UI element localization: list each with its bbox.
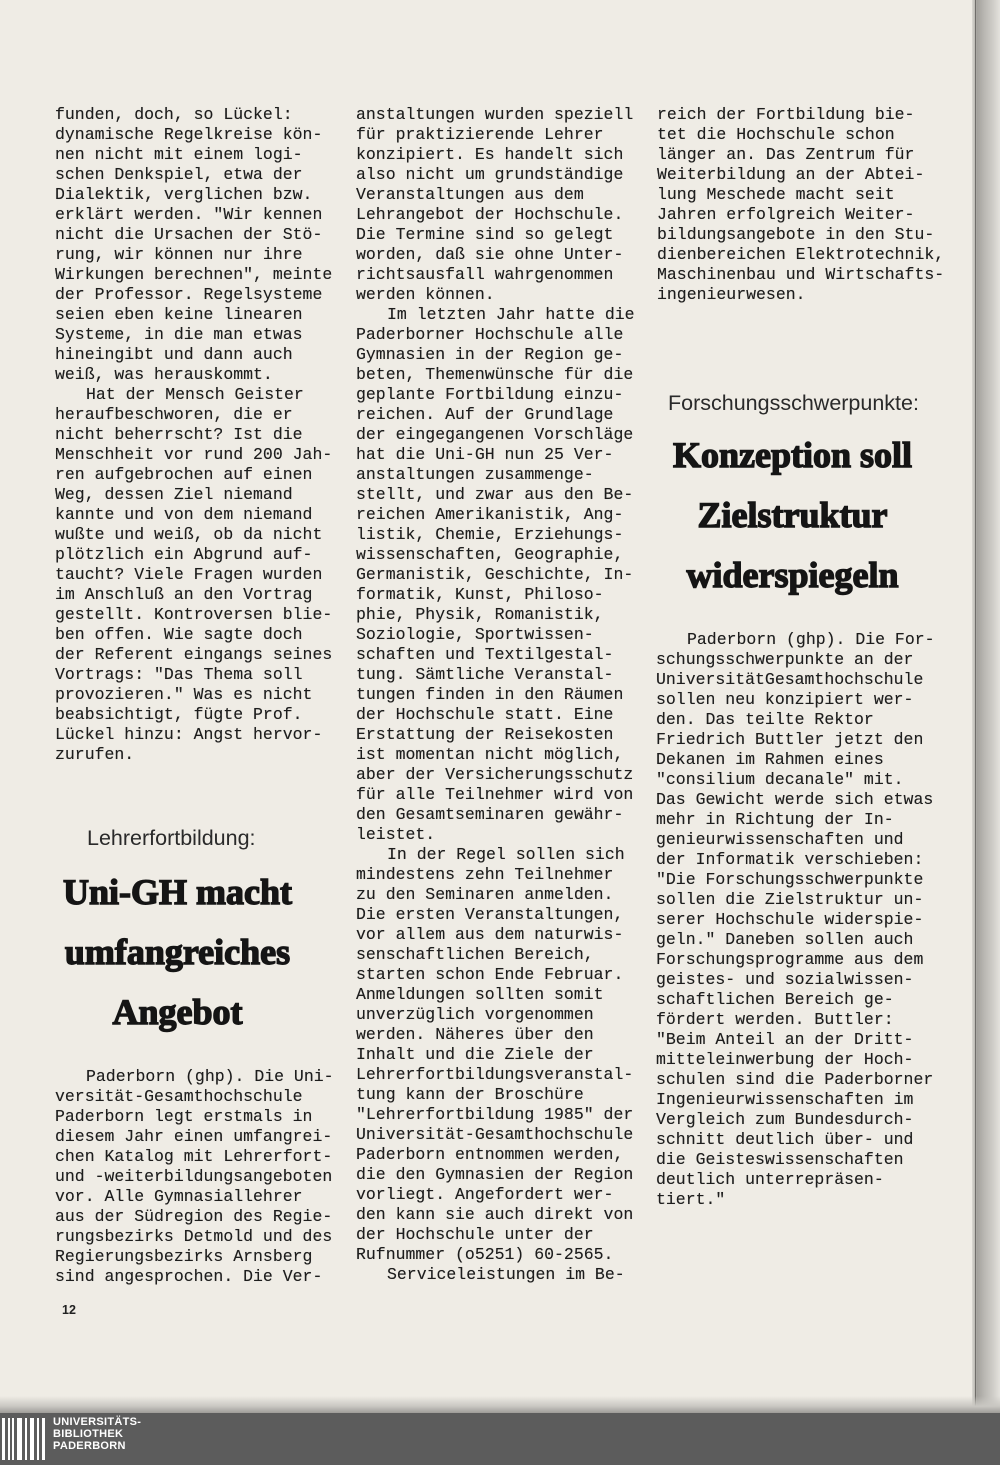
text-line: der Hochschule unter der: [356, 1225, 594, 1244]
text-line: anstaltungen wurden speziell: [356, 105, 634, 124]
text-line: chen Katalog mit Lehrerfort-: [55, 1147, 333, 1166]
text-line: nen nicht mit einem logi-: [55, 145, 303, 164]
text-line: gestellt. Kontroversen blie-: [55, 605, 333, 624]
text-line: der eingegangenen Vorschläge: [356, 425, 634, 444]
text-line: deutlich unterrepräsen-: [656, 1170, 884, 1189]
text-line: dienbereichen Elektrotechnik,: [657, 245, 945, 264]
text-line: tet die Hochschule schon: [657, 125, 895, 144]
text-line: den Gesamtseminaren gewähr-: [356, 805, 624, 824]
text-line: rung, wir können nur ihre: [55, 245, 303, 264]
text-line: versität-Gesamthochschule: [55, 1087, 303, 1106]
text-line: Lückel hinzu: Angst hervor-: [55, 725, 323, 744]
text-line: Germanistik, Geschichte, In-: [356, 565, 634, 584]
text-line: Paderborn entnommen werden,: [356, 1145, 624, 1164]
text-line: Universität-Gesamthochschule: [356, 1125, 634, 1144]
text-line: der Referent eingangs seines: [55, 645, 333, 664]
text-line: werden. Näheres über den: [356, 1025, 594, 1044]
text-line: erklärt werden. "Wir kennen: [55, 205, 323, 224]
text-line: Paderborn (ghp). Die For-: [687, 630, 935, 649]
text-line: Lehrerfortbildungsveranstal-: [356, 1065, 634, 1084]
text-line: Gymnasien in der Region ge-: [356, 345, 624, 364]
text-line: sollen die Zielstruktur un-: [656, 890, 924, 909]
text-line: Maschinenbau und Wirtschafts-: [657, 265, 945, 284]
text-line: heraufbeschworen, die er: [55, 405, 293, 424]
text-line: mitteleinwerbung der Hoch-: [656, 1050, 914, 1069]
text-line: tungen finden in den Räumen: [356, 685, 624, 704]
text-line: dynamische Regelkreise kön-: [55, 125, 323, 144]
logo-line: PADERBORN: [53, 1440, 126, 1452]
text-line: nicht die Ursachen der Stö-: [55, 225, 323, 244]
text-line: Vergleich zum Bundesdurch-: [656, 1110, 914, 1129]
text-line: Die ersten Veranstaltungen,: [356, 905, 624, 924]
headline-line: Uni-GH macht: [63, 872, 292, 912]
forschung-article-body: [656, 630, 935, 1210]
logo-line: UNIVERSITÄTS-: [53, 1416, 142, 1428]
text-line: weiß, was herauskommt.: [55, 365, 273, 384]
text-line: vor allem aus dem naturwis-: [356, 925, 624, 944]
text-line: mehr in Richtung der In-: [656, 810, 894, 829]
paragraph: [55, 105, 332, 385]
text-line: Jahren erfolgreich Weiter-: [657, 205, 915, 224]
text-line: Soziologie, Sportwissen-: [356, 625, 594, 644]
column-1-continued-article: [55, 105, 332, 765]
paragraph: [55, 385, 332, 765]
paragraph: [356, 1265, 635, 1285]
text-line: Paderborn legt erstmals in: [55, 1107, 313, 1126]
text-line: Regierungsbezirks Arnsberg: [55, 1247, 313, 1266]
text-line: taucht? Viele Fragen wurden: [55, 565, 323, 584]
text-line: starten schon Ende Februar.: [356, 965, 624, 984]
text-line: plötzlich ein Abgrund auf-: [55, 545, 313, 564]
text-line: Rufnummer (o5251) 60-2565.: [356, 1245, 614, 1264]
text-line: mindestens zehn Teilnehmer: [356, 865, 614, 884]
text-line: Lehrangebot der Hochschule.: [356, 205, 624, 224]
text-line: schen Denkspiel, etwa der: [55, 165, 303, 184]
text-line: länger an. Das Zentrum für: [657, 145, 915, 164]
text-line: Veranstaltungen aus dem: [356, 185, 584, 204]
text-line: anstaltungen zusammenge-: [356, 465, 594, 484]
text-line: Inhalt und die Ziele der: [356, 1045, 594, 1064]
text-line: ren aufgebrochen auf einen: [55, 465, 313, 484]
lehrerfortbildung-kicker: Lehrerfortbildung:: [87, 826, 256, 850]
text-line: werden können.: [356, 285, 495, 304]
text-line: wissenschaften, Geographie,: [356, 545, 624, 564]
lehrerfortbildung-column-3: [657, 105, 944, 305]
text-line: richtsausfall wahrgenommen: [356, 265, 614, 284]
text-line: Hat der Mensch Geister: [86, 385, 304, 404]
text-line: seien eben keine linearen: [55, 305, 303, 324]
text-line: schulen sind die Paderborner: [656, 1070, 934, 1089]
library-logo-stripes-icon: [0, 1416, 48, 1462]
text-line: Paderborn (ghp). Die Uni-: [86, 1067, 334, 1086]
lehrerfortbildung-column-2: [356, 105, 635, 1285]
text-line: also nicht um grundständige: [356, 165, 624, 184]
lehrerfortbildung-column-1: [55, 1067, 334, 1287]
library-footer-band: [0, 1413, 1000, 1465]
text-line: im Anschluß an den Vortrag: [55, 585, 313, 604]
text-line: beabsichtigt, fügte Prof.: [55, 705, 303, 724]
text-line: Wirkungen berechnen", meinte: [55, 265, 333, 284]
text-line: Anmeldungen sollten somit: [356, 985, 604, 1004]
text-line: Forschungsprogramme aus dem: [656, 950, 924, 969]
text-line: Paderborner Hochschule alle: [356, 325, 624, 344]
text-line: Systeme, in die man etwas: [55, 325, 303, 344]
paragraph: [356, 305, 635, 845]
text-line: tung. Sämtliche Veranstal-: [356, 665, 614, 684]
text-line: sind angesprochen. Die Ver-: [55, 1267, 323, 1286]
text-line: für praktizierende Lehrer: [356, 125, 604, 144]
text-line: senschaftlichen Bereich,: [356, 945, 594, 964]
text-line: genieurwissenschaften und: [656, 830, 904, 849]
text-line: "consilium decanale" mit.: [656, 770, 904, 789]
text-line: sollen neu konzipiert wer-: [656, 690, 914, 709]
text-line: wußte und weiß, ob da nicht: [55, 525, 323, 544]
text-line: worden, daß sie ohne Unter-: [356, 245, 624, 264]
forschung-kicker: Forschungsschwerpunkte:: [668, 391, 919, 415]
text-line: "Beim Anteil an der Dritt-: [656, 1030, 914, 1049]
page-binding-edge: [972, 0, 1000, 1413]
text-line: bildungsangebote in den Stu-: [657, 225, 935, 244]
text-line: geplante Fortbildung einzu-: [356, 385, 624, 404]
text-line: Ingenieurwissenschaften im: [656, 1090, 914, 1109]
text-line: nicht beherrscht? Ist die: [55, 425, 303, 444]
text-line: vor. Alle Gymnasiallehrer: [55, 1187, 303, 1206]
text-line: leistet.: [356, 825, 436, 844]
text-line: Friedrich Buttler jetzt den: [656, 730, 924, 749]
text-line: tiert.": [656, 1190, 726, 1209]
text-line: geistes- und sozialwissen-: [656, 970, 914, 989]
text-line: ben offen. Wie sagte doch: [55, 625, 303, 644]
text-line: geln." Daneben sollen auch: [656, 930, 914, 949]
paragraph: [356, 105, 635, 305]
headline-line: Konzeption soll: [672, 435, 913, 475]
headline-line: widerspiegeln: [686, 555, 899, 595]
text-line: hineingibt und dann auch: [55, 345, 293, 364]
text-line: schaften und Textilgestal-: [356, 645, 614, 664]
text-line: In der Regel sollen sich: [387, 845, 625, 864]
text-line: listik, Chemie, Erziehungs-: [356, 525, 624, 544]
text-line: aber der Versicherungsschutz: [356, 765, 634, 784]
text-line: schungsschwerpunkte an der: [656, 650, 914, 669]
logo-line: BIBLIOTHEK: [53, 1428, 124, 1440]
text-line: reichen. Auf der Grundlage: [356, 405, 614, 424]
text-line: Im letzten Jahr hatte die: [387, 305, 635, 324]
text-line: den. Das teilte Rektor: [656, 710, 874, 729]
text-line: beten, Themenwünsche für die: [356, 365, 634, 384]
text-line: Menschheit vor rund 200 Jah-: [55, 445, 333, 464]
headline-line: Zielstruktur: [697, 495, 888, 535]
text-line: lung Meschede macht seit: [657, 185, 895, 204]
text-line: Dialektik, verglichen bzw.: [55, 185, 313, 204]
text-line: hat die Uni-GH nun 25 Ver-: [356, 445, 614, 464]
text-line: ist momentan nicht möglich,: [356, 745, 624, 764]
text-line: "Lehrerfortbildung 1985" der: [356, 1105, 634, 1124]
text-line: provozieren." Was es nicht: [55, 685, 313, 704]
paragraph: [356, 845, 635, 1265]
lehrerfortbildung-headline: [50, 862, 305, 1042]
text-line: funden, doch, so Lückel:: [55, 105, 293, 124]
text-line: serer Hochschule widerspie-: [656, 910, 924, 929]
text-line: stellt, und zwar aus den Be-: [356, 485, 634, 504]
text-line: konzipiert. Es handelt sich: [356, 145, 624, 164]
text-line: der Informatik verschieben:: [656, 850, 924, 869]
text-line: reichen Amerikanistik, Ang-: [356, 505, 624, 524]
text-line: formatik, Kunst, Philoso-: [356, 585, 604, 604]
forschung-headline: [665, 425, 920, 605]
text-line: vorliegt. Angefordert wer-: [356, 1185, 614, 1204]
text-line: phie, Physik, Romanistik,: [356, 605, 604, 624]
headline-line: Angebot: [112, 992, 243, 1032]
text-line: Die Termine sind so gelegt: [356, 225, 614, 244]
text-line: rungsbezirks Detmold und des: [55, 1227, 333, 1246]
text-line: diesem Jahr einen umfangrei-: [55, 1127, 333, 1146]
text-line: Weiterbildung an der Abtei-: [657, 165, 925, 184]
text-line: reich der Fortbildung bie-: [657, 105, 915, 124]
text-line: tung kann der Broschüre: [356, 1085, 584, 1104]
text-line: und -weiterbildungsangeboten: [55, 1167, 333, 1186]
text-line: die den Gymnasien der Region: [356, 1165, 634, 1184]
text-line: die Geisteswissenschaften: [656, 1150, 904, 1169]
text-line: Vortrags: "Das Thema soll: [55, 665, 303, 684]
binding-rule: [975, 0, 976, 1413]
text-line: zu den Seminaren anmelden.: [356, 885, 614, 904]
text-line: der Professor. Regelsysteme: [55, 285, 323, 304]
text-line: Das Gewicht werde sich etwas: [656, 790, 934, 809]
text-line: den kann sie auch direkt von: [356, 1205, 634, 1224]
text-line: Dekanen im Rahmen eines: [656, 750, 884, 769]
text-line: der Hochschule statt. Eine: [356, 705, 614, 724]
paragraph: [657, 105, 944, 305]
text-line: unverzüglich vorgenommen: [356, 1005, 594, 1024]
text-line: Weg, dessen Ziel niemand: [55, 485, 293, 504]
text-line: aus der Südregion des Regie-: [55, 1207, 333, 1226]
text-line: Serviceleistungen im Be-: [387, 1265, 625, 1284]
text-line: fördert werden. Buttler:: [656, 1010, 894, 1029]
text-line: schnitt deutlich über- und: [656, 1130, 914, 1149]
text-line: ingenieurwesen.: [657, 285, 806, 304]
text-line: "Die Forschungsschwerpunkte: [656, 870, 924, 889]
headline-line: umfangreiches: [64, 932, 291, 972]
text-line: Erstattung der Reisekosten: [356, 725, 614, 744]
text-line: kannte und von dem niemand: [55, 505, 313, 524]
text-line: zurufen.: [55, 745, 135, 764]
paragraph: [55, 1067, 334, 1287]
text-line: UniversitätGesamthochschule: [656, 670, 924, 689]
paragraph: [656, 630, 935, 1210]
library-logo-text: [53, 1416, 141, 1452]
text-line: für alle Teilnehmer wird von: [356, 785, 634, 804]
page-number: 12: [62, 1303, 76, 1317]
text-line: schaftlichen Bereich ge-: [656, 990, 894, 1009]
page-bottom-edge: [0, 1396, 1000, 1413]
